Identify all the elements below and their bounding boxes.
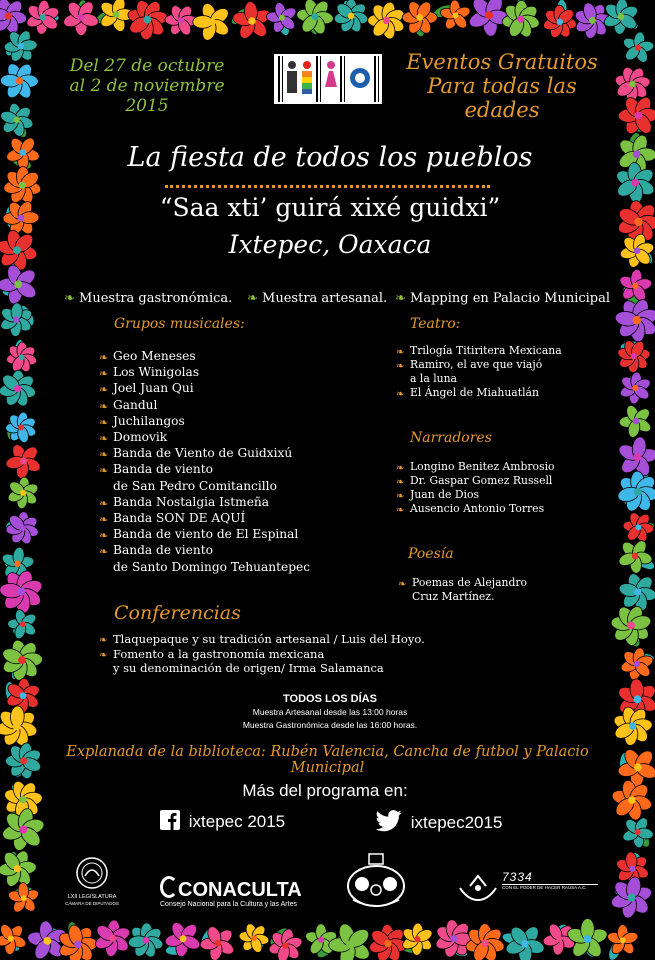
- leaf-ornament-icon: [626, 203, 650, 223]
- flower-ornament-icon: [268, 928, 304, 960]
- list-item-continuation: Cruz Martínez.: [412, 590, 495, 603]
- flower-ornament-icon: [5, 678, 41, 714]
- leaf-ornament-icon: [607, 938, 625, 960]
- bullet-icon: ❧: [99, 383, 109, 397]
- flower-ornament-icon: [1, 807, 46, 852]
- festival-place: Ixtepec, Oaxaca: [228, 230, 432, 259]
- flower-ornament-icon: [8, 608, 39, 640]
- leaf-ornament-icon: [9, 152, 33, 171]
- list-item: ❧ Tlaquepaque y su tradición artesanal / Luis del Hoyo.: [99, 632, 479, 647]
- flower-ornament-icon: [93, 919, 132, 957]
- leaf-ornament-icon: [625, 131, 642, 155]
- leaf-ornament-icon: [475, 0, 488, 20]
- teatro-list: [396, 344, 596, 400]
- flower-ornament-icon: [619, 233, 655, 269]
- program-label: Más del programa en:: [242, 781, 408, 800]
- flower-ornament-icon: [232, 1, 273, 41]
- leaf-ornament-icon: [38, 927, 61, 939]
- flower-ornament-icon: [622, 511, 654, 543]
- leaf-ornament-icon: [274, 13, 292, 37]
- free-events-note: [402, 50, 602, 122]
- flower-ornament-icon: [616, 133, 655, 175]
- flower-ornament-icon: [0, 638, 42, 681]
- camara-subtext: CÁMARA DE DIPUTADOS: [65, 901, 119, 906]
- leaf-ornament-icon: [6, 417, 20, 440]
- flower-ornament-icon: [200, 925, 236, 960]
- bullet-icon: ❧: [398, 579, 407, 590]
- list-item-continuation: a la luna: [410, 372, 457, 385]
- list-item-continuation: y su denominación de origen/ Irma Salamanca: [113, 661, 384, 675]
- flower-ornament-icon: [0, 229, 38, 272]
- leaf-ornament-icon: [557, 0, 567, 22]
- flower-ornament-icon: [0, 849, 37, 889]
- flower-ornament-icon: [402, 0, 437, 36]
- highlight-text: Muestra artesanal.: [262, 291, 388, 306]
- flower-ornament-icon: [618, 269, 653, 303]
- flower-ornament-icon: [7, 882, 40, 914]
- bullet-icon: ❧: [99, 464, 109, 478]
- flower-ornament-icon: [164, 920, 202, 957]
- leaf-ornament-icon: [101, 936, 125, 950]
- list-item: ❧ Banda SON DE AQUÍ: [99, 510, 339, 526]
- leaf-ornament-icon: [620, 341, 643, 353]
- leaf-ornament-icon: [137, 932, 160, 945]
- date-line-1: Del 27 de octubre: [69, 56, 225, 76]
- leaf-ornament-icon: [10, 71, 31, 95]
- org-subtext: CON EL PODER DE HACER RAUSA A.C.: [502, 885, 587, 890]
- leaf-bullet-icon: ❧: [395, 291, 406, 306]
- list-item-continuation: de San Pedro Comitancillo: [113, 478, 277, 493]
- leaf-ornament-icon: [12, 755, 32, 779]
- grupos-heading: Grupos musicales:: [114, 316, 245, 332]
- conferencias-heading: Conferencias: [114, 602, 241, 624]
- leaf-ornament-icon: [10, 782, 34, 799]
- org-logo: [458, 870, 598, 902]
- leaf-ornament-icon: [7, 715, 31, 732]
- facebook-handle: ixtepec 2015: [188, 812, 286, 831]
- leaf-ornament-icon: [626, 373, 640, 397]
- twitter-icon: [376, 810, 402, 832]
- bullet-icon: ❧: [99, 448, 109, 462]
- highlight-artesanal: [247, 291, 387, 306]
- bullet-icon: ❧: [396, 361, 405, 372]
- list-item: ❧ Juan de Dios: [396, 488, 479, 502]
- leaf-ornament-icon: [254, 927, 265, 949]
- bullet-icon: ❧: [99, 649, 108, 661]
- list-item: ❧ Trilogía Titiritera Mexicana: [396, 344, 562, 358]
- list-item: ❧ Domovik: [99, 429, 339, 445]
- leaf-ornament-icon: [229, 6, 252, 27]
- flower-ornament-icon: [573, 1, 611, 39]
- camara-seal-icon: [75, 856, 109, 890]
- leaf-ornament-icon: [623, 624, 642, 648]
- hands-icon: [458, 870, 498, 902]
- leaf-ornament-icon: [341, 0, 364, 19]
- leaf-ornament-icon: [0, 931, 22, 954]
- flower-ornament-icon: [5, 135, 41, 169]
- flower-ornament-icon: [165, 4, 198, 38]
- leaf-ornament-icon: [622, 790, 645, 812]
- bullet-icon: ❧: [99, 635, 108, 646]
- flower-ornament-icon: [617, 747, 655, 788]
- flower-ornament-icon: [501, 0, 541, 39]
- flower-ornament-icon: [0, 61, 38, 100]
- leaf-ornament-icon: [10, 584, 32, 607]
- leaf-ornament-icon: [618, 723, 642, 738]
- flower-ornament-icon: [0, 263, 39, 306]
- leaf-ornament-icon: [206, 6, 230, 27]
- camara-logo: [62, 856, 122, 907]
- highlight-text: Muestra gastronómica.: [79, 291, 233, 306]
- free-line-1: Eventos Gratuitos: [406, 50, 598, 74]
- flower-ornament-icon: [5, 511, 40, 545]
- flower-ornament-icon: [614, 297, 655, 342]
- flower-ornament-icon: [266, 1, 298, 34]
- flower-ornament-icon: [368, 924, 408, 960]
- flower-ornament-icon: [238, 922, 269, 954]
- flower-ornament-icon: [3, 166, 43, 205]
- list-item: ❧ Juchilangos: [99, 413, 339, 429]
- list-item: ❧ Ausencio Antonio Torres: [396, 502, 545, 516]
- date-range: [62, 56, 232, 116]
- flower-ornament-icon: [5, 742, 43, 780]
- camara-text: LXII LEGISLATURA: [67, 894, 117, 900]
- list-item: ❧ Banda de viento: [99, 542, 339, 558]
- leaf-ornament-icon: [13, 447, 36, 469]
- flower-ornament-icon: [304, 924, 338, 957]
- date-line-2: al 2 de noviembre 2015: [69, 76, 225, 116]
- leaf-ornament-icon: [580, 935, 599, 959]
- bullet-icon: ❧: [99, 496, 109, 510]
- leaf-ornament-icon: [10, 885, 34, 901]
- flower-ornament-icon: [620, 647, 655, 682]
- leaf-ornament-icon: [14, 340, 25, 362]
- flower-ornament-icon: [602, 0, 640, 35]
- dotted-divider: [165, 185, 490, 188]
- leaf-ornament-icon: [633, 686, 649, 710]
- flower-ornament-icon: [616, 339, 651, 373]
- flower-ornament-icon: [57, 924, 98, 960]
- flower-ornament-icon: [621, 31, 654, 64]
- daily-line-2: Muestra Gastronómica desde las 16:00 horas.: [242, 720, 418, 730]
- leaf-ornament-icon: [36, 9, 60, 23]
- leaf-ornament-icon: [306, 12, 320, 36]
- daily-heading: TODOS LOS DÍAS: [283, 693, 377, 705]
- list-item: ❧ Los Winigolas: [99, 364, 339, 380]
- grupos-list: [99, 348, 339, 575]
- leaf-ornament-icon: [620, 753, 630, 775]
- festival-title: La fiesta de todos los pueblos: [127, 142, 533, 173]
- list-item: ❧ El Ángel de Miahuatlán: [396, 386, 539, 400]
- narradores-list: [396, 460, 596, 516]
- leaf-ornament-icon: [268, 926, 291, 948]
- leaf-ornament-icon: [623, 178, 647, 192]
- leaf-ornament-icon: [2, 285, 25, 297]
- flower-ornament-icon: [193, 2, 232, 43]
- leaf-ornament-icon: [2, 850, 20, 874]
- leaf-ornament-icon: [4, 513, 28, 533]
- flower-ornament-icon: [296, 0, 334, 36]
- flower-ornament-icon: [612, 705, 653, 746]
- flower-ornament-icon: [542, 5, 577, 40]
- flower-ornament-icon: [614, 65, 651, 102]
- leaf-ornament-icon: [620, 284, 641, 307]
- leaf-ornament-icon: [130, 21, 153, 34]
- leaf-ornament-icon: [8, 811, 19, 833]
- highlight-text: Mapping en Palacio Municipal: [410, 291, 611, 306]
- leaf-ornament-icon: [477, 938, 500, 959]
- leaf-ornament-icon: [315, 938, 338, 960]
- flower-ornament-icon: [610, 876, 654, 920]
- conaculta-name: CONACULTA: [178, 879, 302, 901]
- leaf-ornament-icon: [9, 115, 29, 139]
- leaf-ornament-icon: [4, 681, 17, 704]
- flower-ornament-icon: [619, 404, 653, 439]
- leaf-ornament-icon: [1, 14, 23, 25]
- flower-ornament-icon: [616, 436, 655, 478]
- bullet-icon: ❧: [99, 415, 109, 429]
- venue-text: Explanada de la biblioteca: Rubén Valencia, Cancha de futbol y Palacio Municipal: [66, 744, 589, 776]
- flower-ornament-icon: [98, 0, 133, 33]
- list-item: ❧ Gandul: [99, 397, 339, 413]
- leaf-ornament-icon: [623, 36, 644, 60]
- bullet-icon: ❧: [99, 351, 109, 364]
- leaf-ornament-icon: [165, 944, 188, 956]
- list-item: ❧ Dr. Gaspar Gomez Russell: [396, 474, 553, 488]
- list-item: ❧ Banda Nostalgia Istmeña: [99, 494, 339, 510]
- leaf-ornament-icon: [14, 483, 38, 498]
- list-item: ❧ Longino Benitez Ambrosio: [396, 460, 555, 474]
- bullet-icon: ❧: [396, 347, 405, 358]
- leaf-bullet-icon: ❧: [64, 291, 75, 306]
- flower-ornament-icon: [401, 923, 434, 956]
- leaf-ornament-icon: [370, 16, 393, 38]
- flower-ornament-icon: [616, 678, 655, 720]
- conaculta-logo: [160, 876, 310, 908]
- leaf-ornament-icon: [501, 931, 525, 947]
- festival-subtitle: “Saa xti’ guirá xixé guidxi”: [159, 193, 501, 222]
- flower-ornament-icon: [6, 342, 38, 374]
- leaf-ornament-icon: [401, 942, 424, 954]
- flower-ornament-icon: [542, 922, 576, 956]
- bullet-icon: ❧: [396, 463, 405, 474]
- leaf-ornament-icon: [94, 8, 118, 26]
- flower-ornament-icon: [621, 816, 654, 849]
- flower-ornament-icon: [615, 851, 650, 886]
- flower-ornament-icon: [504, 924, 546, 960]
- leaf-ornament-icon: [11, 615, 34, 637]
- list-item: ❧ Poemas de Alejandro: [398, 576, 528, 590]
- flower-ornament-icon: [606, 924, 639, 956]
- leaf-ornament-icon: [634, 455, 651, 479]
- bullet-icon: ❧: [99, 545, 109, 559]
- bullet-icon: ❧: [396, 389, 405, 400]
- leaf-ornament-icon: [629, 851, 646, 875]
- leaf-ornament-icon: [632, 825, 652, 849]
- bullet-icon: ❧: [396, 491, 405, 502]
- flower-ornament-icon: [26, 920, 68, 960]
- bullet-icon: ❧: [99, 432, 109, 446]
- leaf-ornament-icon: [633, 243, 655, 266]
- twitter-link[interactable]: [376, 810, 502, 833]
- inclusion-icons-logo: [274, 54, 382, 104]
- flower-ornament-icon: [0, 102, 35, 137]
- poesia-heading: Poesía: [408, 546, 454, 562]
- flower-ornament-icon: [0, 0, 28, 35]
- org-name: 7334: [502, 870, 598, 885]
- list-item: ❧ Fomento a la gastronomía mexicana: [99, 647, 479, 662]
- flower-ornament-icon: [0, 706, 39, 749]
- flower-ornament-icon: [614, 162, 655, 203]
- leaf-ornament-icon: [4, 554, 28, 569]
- leaf-ornament-icon: [77, 0, 89, 23]
- flower-ornament-icon: [0, 569, 44, 614]
- leaf-ornament-icon: [548, 922, 570, 945]
- daily-line-1: Muestra Artesanal desde las 13:00 horas: [252, 707, 408, 717]
- flower-ornament-icon: [333, 0, 369, 34]
- flower-ornament-icon: [439, 0, 471, 31]
- flower-ornament-icon: [0, 922, 28, 955]
- ixtepec-emblem-icon: [345, 852, 407, 910]
- leaf-ornament-icon: [335, 934, 358, 946]
- narradores-heading: Narradores: [410, 430, 492, 446]
- leaf-ornament-icon: [445, 940, 469, 959]
- leaf-ornament-icon: [632, 653, 654, 664]
- leaf-ornament-icon: [617, 10, 640, 32]
- flower-ornament-icon: [610, 779, 653, 822]
- leaf-ornament-icon: [5, 206, 17, 229]
- leaf-ornament-icon: [11, 177, 35, 191]
- flower-ornament-icon: [0, 547, 35, 581]
- leaf-bullet-icon: ❧: [247, 291, 258, 306]
- flower-ornament-icon: [434, 919, 474, 959]
- facebook-link[interactable]: [160, 810, 285, 832]
- leaf-ornament-icon: [631, 521, 655, 537]
- flower-ornament-icon: [329, 922, 373, 960]
- bullet-icon: ❧: [396, 505, 405, 516]
- list-item: ❧ Banda de viento: [99, 461, 339, 477]
- leaf-ornament-icon: [9, 379, 30, 403]
- list-item: ❧ Banda de viento de El Espinal: [99, 526, 339, 542]
- leaf-ornament-icon: [3, 34, 24, 58]
- highlight-gastronomica: [64, 291, 232, 306]
- flower-ornament-icon: [368, 1, 406, 40]
- leaf-ornament-icon: [635, 587, 648, 610]
- list-item-continuation: de Santo Domingo Tehuantepec: [113, 559, 311, 574]
- leaf-ornament-icon: [170, 3, 189, 27]
- flower-ornament-icon: [566, 918, 609, 960]
- bullet-icon: ❧: [99, 399, 109, 413]
- leaf-ornament-icon: [9, 657, 29, 681]
- flower-ornament-icon: [6, 476, 39, 509]
- flower-ornament-icon: [465, 924, 506, 960]
- conferencias-list: [99, 632, 479, 676]
- conaculta-subtext: Consejo Nacional para la Cultura y las Artes: [160, 901, 297, 908]
- leaf-ornament-icon: [613, 885, 637, 904]
- bullet-icon: ❧: [99, 529, 109, 543]
- flower-ornament-icon: [25, 0, 61, 35]
- bullet-icon: ❧: [99, 513, 109, 527]
- flower-ornament-icon: [616, 471, 655, 513]
- flower-ornament-icon: [617, 538, 653, 573]
- flower-ornament-icon: [5, 442, 42, 479]
- list-item: ❧ Geo Meneses: [99, 348, 339, 364]
- list-item: ❧ Joel Juan Qui: [99, 380, 339, 396]
- list-item: ❧ Banda de Viento de Guidxixú: [99, 445, 339, 461]
- flower-ornament-icon: [619, 372, 653, 405]
- leaf-ornament-icon: [432, 3, 456, 20]
- flower-ornament-icon: [5, 411, 37, 444]
- flower-ornament-icon: [4, 29, 38, 64]
- flower-ornament-icon: [3, 779, 43, 819]
- bullet-icon: ❧: [396, 477, 405, 488]
- twitter-handle: ixtepec2015: [410, 813, 503, 832]
- leaf-ornament-icon: [412, 14, 426, 38]
- flower-ornament-icon: [0, 303, 34, 337]
- flower-ornament-icon: [616, 200, 655, 245]
- leaf-ornament-icon: [8, 243, 21, 266]
- flower-ornament-icon: [3, 199, 40, 236]
- flower-ornament-icon: [126, 0, 168, 40]
- daily-schedule: [120, 693, 540, 732]
- flower-ornament-icon: [0, 370, 37, 408]
- flower-ornament-icon: [618, 95, 655, 137]
- flower-ornament-icon: [128, 922, 165, 958]
- flower-ornament-icon: [467, 0, 511, 37]
- leaf-ornament-icon: [67, 921, 81, 945]
- leaf-ornament-icon: [624, 413, 647, 426]
- leaf-ornament-icon: [631, 313, 655, 333]
- leaf-ornament-icon: [626, 75, 650, 94]
- leaf-ornament-icon: [632, 552, 655, 572]
- leaf-ornament-icon: [199, 924, 219, 948]
- flower-ornament-icon: [618, 572, 655, 612]
- leaf-ornament-icon: [578, 11, 600, 22]
- leaf-ornament-icon: [382, 930, 394, 953]
- poesia-list: [398, 576, 598, 604]
- leaf-ornament-icon: [516, 0, 528, 20]
- teatro-heading: Teatro:: [410, 316, 461, 332]
- flower-ornament-icon: [62, 0, 100, 36]
- list-item: ❧ Ramiro, el ave que viajó: [396, 358, 543, 372]
- bullet-icon: ❧: [99, 367, 109, 381]
- facebook-icon: [160, 810, 180, 830]
- leaf-ornament-icon: [620, 485, 635, 509]
- leaf-ornament-icon: [625, 110, 645, 134]
- flower-ornament-icon: [610, 604, 652, 646]
- free-line-2: Para todas las edades: [427, 74, 577, 122]
- conaculta-mark-icon: [160, 876, 178, 898]
- leaf-ornament-icon: [17, 304, 37, 328]
- highlight-mapping: [395, 291, 610, 306]
